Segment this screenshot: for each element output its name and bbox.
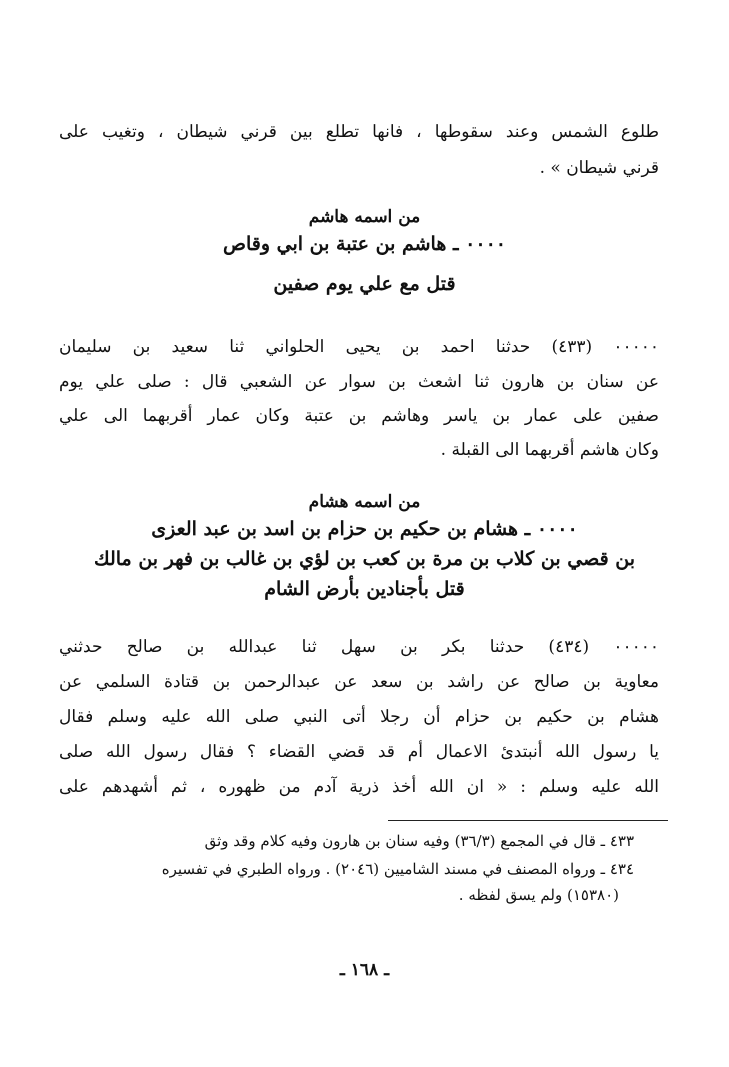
entry-title: ٠٠٠٠ ـ هاشم بن عتبة بن ابي وقاص <box>223 233 506 255</box>
page-number: ـ ١٦٨ ـ <box>339 960 390 980</box>
entry-title-continuation: بن قصي بن كلاب بن مرة بن كعب بن لؤي بن غالب بن فهر بن مالك <box>93 548 636 570</box>
text-line: هشام بن حكيم بن حزام أن رجلا أتى النبي صلى الله عليه وسلم فقال <box>59 707 659 727</box>
entry-title: ٠٠٠٠ ـ هشام بن حكيم بن حزام بن اسد بن عبد العزى <box>151 518 578 540</box>
text-line: يا رسول الله أنبتدئ الاعمال أم قد قضي القضاء ؟ فقال رسول الله صلى <box>59 742 659 762</box>
text-line: طلوع الشمس وعند سقوطها ، فانها تطلع بين قرني شيطان ، وتغيب على <box>59 122 659 142</box>
text-line: الله عليه وسلم : « ان الله أخذ ذرية آدم من ظهوره ، ثم أشهدهم على <box>59 777 659 797</box>
section-heading: من اسمه هشام <box>308 492 421 512</box>
footnote-continuation: (١٥٣٨٠) ولم يسق لفظه . <box>458 886 619 904</box>
text-line: عن سنان بن هارون ثنا اشعث بن سوار عن الشعبي قال : صلى علي يوم <box>59 372 659 392</box>
text-line: قرني شيطان » . <box>539 158 659 178</box>
footnote: ٤٣٤ ـ ورواه المصنف في مسند الشاميين (٢٠٤٦) . ورواه الطبري في تفسيره <box>161 860 634 878</box>
footnote: ٤٣٣ ـ قال في المجمع (٣٦/٣) وفيه سنان بن هارون وفيه كلام وقد وثق <box>204 832 634 850</box>
entry-subtitle: قتل بأجنادين بأرض الشام <box>264 578 465 600</box>
footnote-divider <box>388 820 668 821</box>
section-heading: من اسمه هاشم <box>308 207 421 227</box>
text-line: ٠٠٠٠٠ (٤٣٣) حدثنا احمد بن يحيى الحلواني ثنا سعيد بن سليمان <box>59 337 659 357</box>
entry-subtitle: قتل مع علي يوم صفين <box>273 273 456 295</box>
text-line: وكان هاشم أقربهما الى القبلة . <box>440 440 659 460</box>
text-line: معاوية بن صالح عن راشد بن سعد عن عبدالرحمن بن قتادة السلمي عن <box>59 672 659 692</box>
text-line: ٠٠٠٠٠ (٤٣٤) حدثنا بكر بن سهل ثنا عبدالله بن صالح حدثني <box>59 637 660 657</box>
text-line: صفين على عمار بن ياسر وهاشم بن عتبة وكان عمار أقربهما الى علي <box>59 406 659 426</box>
